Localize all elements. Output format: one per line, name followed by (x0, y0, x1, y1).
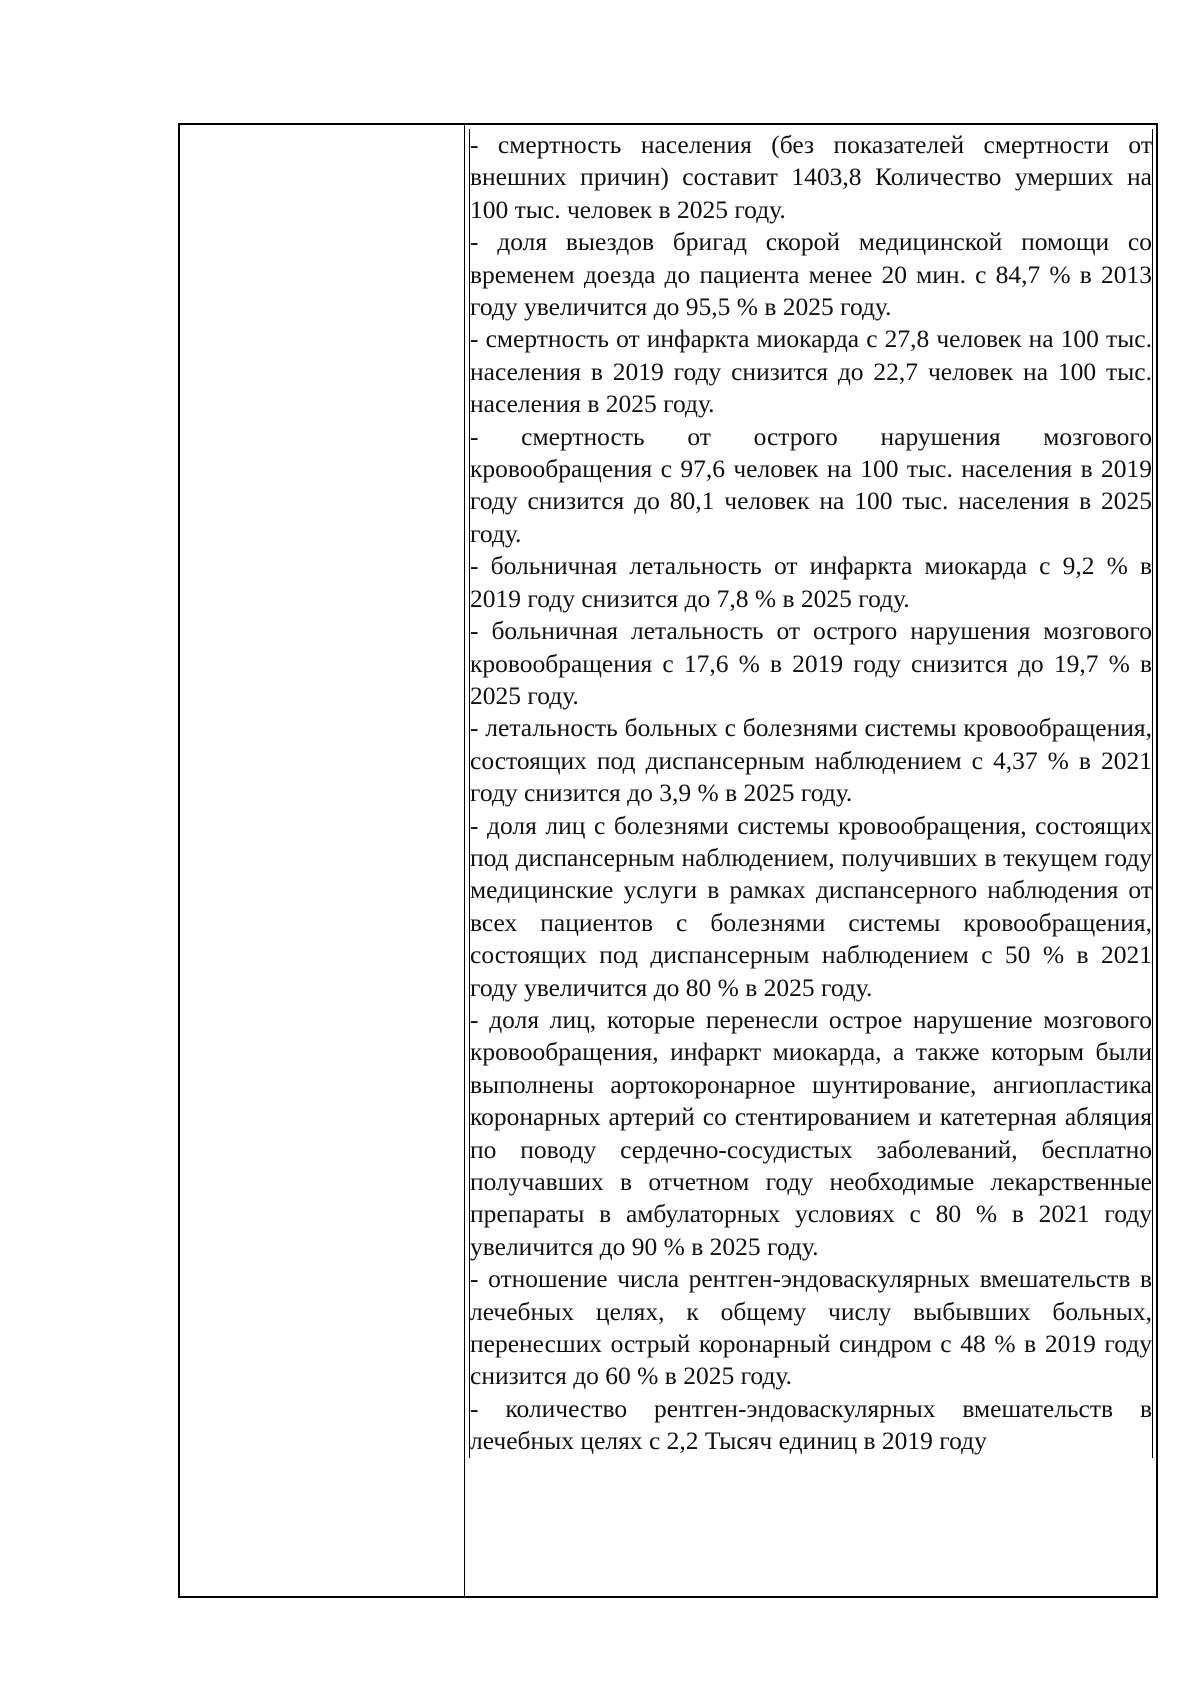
indicator-item: - больничная летальность от инфаркта миокарда с 9,2 % в 2019 году снизится до 7,8 % в 2025 году. (469, 550, 1153, 615)
indicator-item: - смертность от инфаркта миокарда с 27,8 человек на 100 тыс. населения в 2019 году снизится до 22,7 человек на 100 тыс. населения в 2025 году. (469, 323, 1153, 420)
indicator-item: - больничная летальность от острого нарушения мозгового кровообращения с 17,6 % в 2019 году снизится до 19,7 % в 2025 году. (469, 615, 1153, 712)
indicator-item: - смертность населения (без показателей смертности от внешних причин) составит 1403,8 Количество умерших на 100 тыс. человек в 2025 году. (469, 129, 1153, 226)
indicator-item: - количество рентген-эндоваскулярных вмешательств в лечебных целях с 2,2 Тысяч единиц в 2019 году (469, 1393, 1153, 1458)
indicator-item: - отношение числа рентген-эндоваскулярных вмешательств в лечебных целях, к общему числу выбывших больных, перенесших острый коронарный синдром с 48 % в 2019 году снизится до 60 % в 2025 году. (469, 1263, 1153, 1393)
indicator-item: - смертность от острого нарушения мозгового кровообращения с 97,6 человек на 100 тыс. населения в 2019 году снизится до 80,1 человек на 100 тыс. населения в 2025 году. (469, 421, 1153, 551)
document-table (178, 123, 1158, 1598)
indicator-item: - доля лиц, которые перенесли острое нарушение мозгового кровообращения, инфаркт миокарда, а также которым были выполнены аортокоронарное шунтирование, ангиопластика коронарных артерий со стентированием и катетерная абляция по поводу сердечно-сосудистых заболеваний, бесплатно получавших в отчетном году необходимые лекарственные препараты в амбулаторных условиях с 80 % в 2021 году увеличится до 90 % в 2025 году. (469, 1004, 1153, 1263)
indicator-item: - летальность больных с болезнями системы кровообращения, состоящих под диспансерным наблюдением с 4,37 % в 2021 году снизится до 3,9 % в 2025 году. (469, 712, 1153, 809)
table-right-column (465, 125, 1156, 1596)
indicator-item: - доля лиц с болезнями системы кровообращения, состоящих под диспансерным наблюдением, получивших в текущем году медицинские услуги в рамках диспансерного наблюдения от всех пациентов с болезнями системы кровообращения, состоящих под диспансерным наблюдением с 50 % в 2021 году увеличится до 80 % в 2025 году. (469, 810, 1153, 1004)
indicator-item: - доля выездов бригад скорой медицинской помощи со временем доезда до пациента менее 20 мин. с 84,7 % в 2013 году увеличится до 95,5 % в 2025 году. (469, 226, 1153, 323)
table-left-column (180, 125, 465, 1596)
